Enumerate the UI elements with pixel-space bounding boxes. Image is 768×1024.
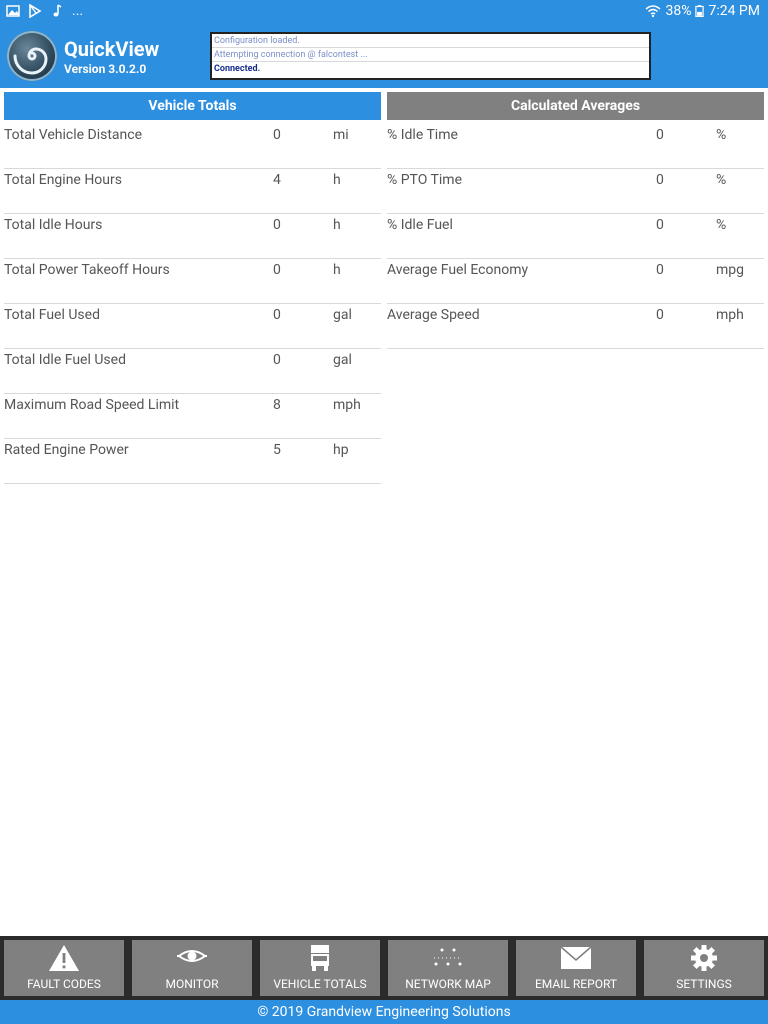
vehicle-totals-label: VEHICLE TOTALS [273,977,367,991]
item-value: 0 [656,217,664,233]
item-value: 0 [273,262,281,278]
item-label: % PTO Time [387,172,463,188]
item-label: Average Fuel Economy [387,262,529,278]
item-label: % Idle Fuel [387,217,453,233]
log-line: Configuration loaded. [212,34,649,48]
tab-vehicle-totals[interactable]: Vehicle Totals [4,92,381,120]
play-store-icon [28,4,42,18]
tab-calculated-averages[interactable]: Calculated Averages [387,92,764,120]
list-item [4,124,381,169]
item-unit: gal [333,352,352,368]
settings-button[interactable] [644,940,764,996]
fault-codes-label: FAULT CODES [27,977,101,991]
item-value: 8 [273,397,281,413]
list-item [4,259,381,304]
list-item [4,439,381,484]
settings-label: SETTINGS [676,977,732,991]
status-bar-left [6,3,83,19]
log-line-connected: Connected. [214,64,261,74]
wifi-icon [645,4,661,18]
item-unit: mph [333,397,361,413]
item-value: 0 [656,172,664,188]
item-label: Rated Engine Power [4,442,129,458]
item-unit: mph [716,307,744,323]
gear-icon [688,944,720,972]
network-map-label: NETWORK MAP [405,977,491,991]
list-item [387,124,764,169]
item-label: Total Vehicle Distance [4,127,143,143]
battery-icon [695,4,704,18]
item-label: Total Idle Hours [4,217,103,233]
item-value: 0 [273,127,281,143]
copyright-footer: © 2019 Grandview Engineering Solutions [0,1000,768,1024]
bottom-nav [0,936,768,1000]
item-value: 0 [273,307,281,323]
list-item [4,394,381,439]
monitor-button[interactable] [132,940,252,996]
envelope-icon [560,944,592,972]
warning-icon [48,944,80,972]
item-value: 0 [656,307,664,323]
network-icon [432,944,464,972]
app-title: QuickView [64,37,160,61]
item-value: 0 [273,217,281,233]
item-label: Average Speed [387,307,480,323]
app-header [0,24,768,88]
email-report-label: EMAIL REPORT [534,977,618,991]
item-label: Total Power Takeoff Hours [4,262,170,278]
list-item [387,304,764,349]
list-item [387,169,764,214]
music-note-icon [50,4,64,18]
item-label: Total Engine Hours [4,172,122,188]
list-item [4,304,381,349]
item-unit: h [333,217,341,233]
list-item [387,214,764,259]
item-value: 0 [656,262,664,278]
fault-codes-button[interactable] [4,940,124,996]
list-item [4,169,381,214]
item-value: 5 [273,442,281,458]
item-unit: % [716,217,727,233]
list-item [4,214,381,259]
vehicle-totals-list [4,124,381,484]
status-bar-right [645,3,760,19]
list-item [387,259,764,304]
app-version: Version 3.0.2.0 [64,62,147,76]
app-logo [7,31,57,81]
item-label: Maximum Road Speed Limit [4,397,180,413]
item-unit: h [333,172,341,188]
item-unit: mi [333,127,349,143]
eye-icon [176,944,208,972]
item-unit: mpg [716,262,744,278]
image-icon [6,4,20,18]
status-bar [0,0,768,24]
clock: 7:24 PM [708,3,760,19]
item-label: Total Idle Fuel Used [4,352,126,368]
item-unit: h [333,262,341,278]
item-unit: % [716,127,727,143]
item-label: Total Fuel Used [4,307,100,323]
item-value: 0 [273,352,281,368]
list-item [4,349,381,394]
item-value: 0 [656,127,664,143]
network-map-button[interactable] [388,940,508,996]
item-unit: gal [333,307,352,323]
item-unit: hp [333,442,349,458]
swirl-logo-icon [7,31,57,81]
email-report-button[interactable] [516,940,636,996]
log-line: Attempting connection @ falcontest ... [212,48,649,62]
truck-icon [304,944,336,972]
connection-log [210,32,651,80]
vehicle-totals-button[interactable] [260,940,380,996]
monitor-label: MONITOR [165,977,219,991]
item-value: 4 [273,172,281,188]
battery-percent: 38% [665,3,692,19]
status-overflow: ... [72,3,84,19]
calculated-averages-list [387,124,764,349]
item-label: % Idle Time [387,127,458,143]
item-unit: % [716,172,727,188]
